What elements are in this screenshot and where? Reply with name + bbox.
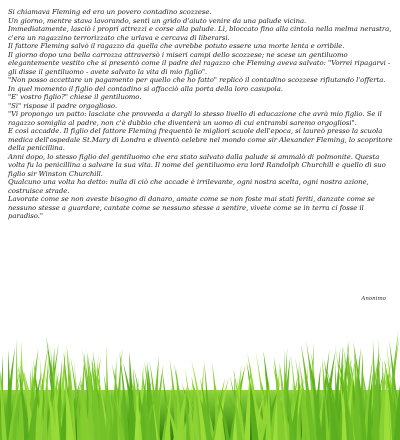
story-paragraph: "Non posso accettare un pagamento per quello che ho fatto" replicò il contadino scozzese rifiutando l'offerta. [8,76,386,84]
grass-blades [0,330,400,440]
story-paragraph: Anni dopo, lo stesso figlio del gentiluomo che era stato salvato dalla palude si ammalò di polmonite. Questa volta fu la penicillina a salvare la sua vita. Il nome del gentiluomo era lord Randolph Churchill e quello di suo figlio sir Winston Churchill. [8,152,386,178]
story-paragraph: "Vi propongo un patto: lasciate che provveda a dargli lo stesso livello di educazione che avrà mio figlio. Se il ragazzo somiglia al padre, non c'è dubbio che diventerà un uomo di cui entrambi saremo orgogliosi". [8,110,382,127]
story-paragraph: "E' vostro figlio?" chiese il gentiluomo. [8,93,142,101]
story-paragraph: Si chiamava Fleming ed era un povero contadino scozzese. [8,8,212,16]
story-paragraph: Il fattore Fleming salvò il ragazzo da quella che avrebbe potuto essere una morte lenta e orribile. [8,42,345,50]
story-paragraph: Il giorno dopo una bella carrozza attraversò i miseri campi dello scozzese; ne scese un gentiluomo elegantemente vestito che si presentò come il padre del ragazzo che Fleming aveva salvato: "Vorrei ripagarvi - gli disse il gentiluomo - avete salvato la vita di mio figlio". [8,50,391,76]
author-signature: Anonimo [361,296,386,302]
story-paragraph: "Sì" rispose il padre orgoglioso. [8,101,118,110]
story-paragraph: Qualcuno una volta ha detto: nulla di ciò che accade è irrilevante, ogni nostra scelta, ogni nostra azione, costruisce strade. [8,178,369,195]
story-paragraph: E così accadde. Il figlio del fattore Fleming frequentò le migliori scuole dell'epoca, si laureò presso la scuola medica dell'ospedale St.Mary di Londra e diventò celebre nel mondo come sir Alexander Fleming, lo scopritore della penicillina. [8,127,393,152]
grass-illustration [0,320,400,440]
story-paragraph: Immediatamente, lasciò i propri attrezzi e corse alla palude. Lì, bloccato fino alla cintola nella melma nerastra, c'era un ragazzino terrorizzato che urlava e cercava di liberarsi. [8,25,392,42]
story-text [8,8,394,221]
story-paragraph: Un giorno, mentre stava lavorando, sentì un grido d'aiuto venire da una palude vicina. [8,16,307,25]
story-paragraph: Lavorate come se non aveste bisogno di danaro, amate come se non foste mai stati feriti, danzate come se nessuno stesse a guardare, cantate come se nessuno stesse a sentire, vivete come se in terra ci fosse il paradiso." [8,195,375,220]
story-paragraph: In quel momento il figlio del contadino si affacciò alla porta della loro casupola. [8,84,283,93]
